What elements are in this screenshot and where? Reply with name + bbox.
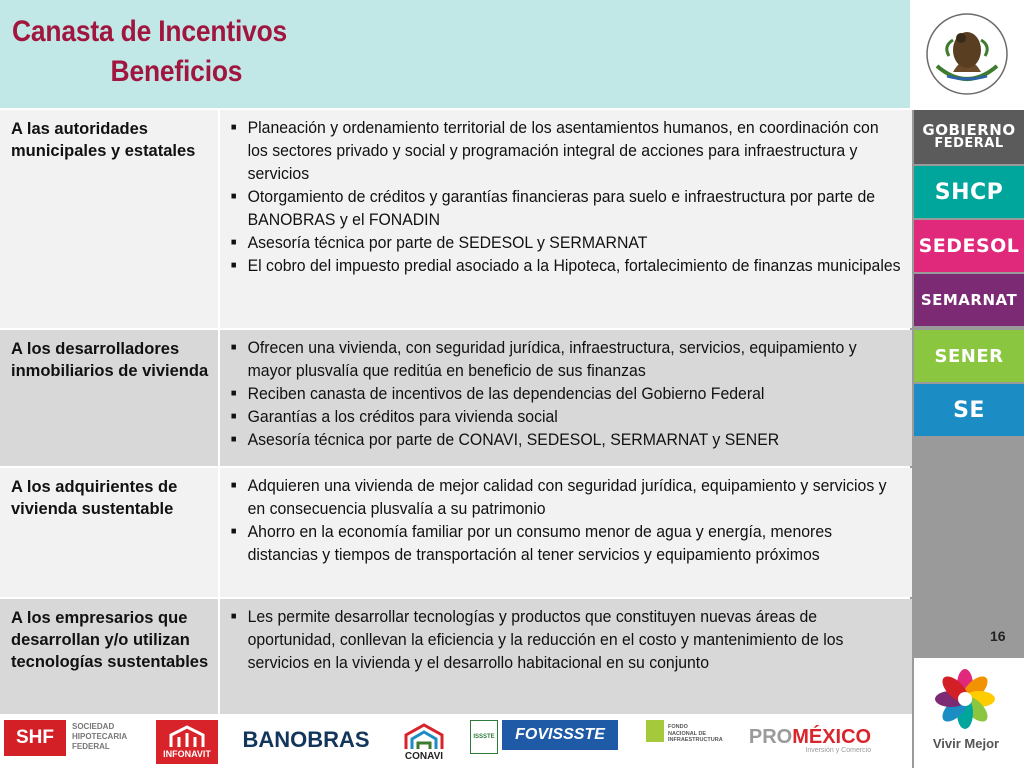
shf-text-line: FEDERAL xyxy=(72,742,110,751)
gobierno-line-1: GOBIERNO xyxy=(922,121,1016,139)
table-row xyxy=(0,468,912,597)
row-label: A los desarrolladores inmobiliarios de vivienda xyxy=(11,340,209,380)
fonadin-logo xyxy=(668,720,722,748)
promexico-pro: PRO xyxy=(748,726,793,748)
row-label: A los adquirientes de vivienda sustentable xyxy=(11,478,178,518)
benefit-list xyxy=(229,336,906,451)
row-label: A las autoridades municipales y estatales xyxy=(11,120,196,160)
shf-logo: SHF xyxy=(4,720,66,756)
promexico-mexico: MÉXICO xyxy=(792,726,872,748)
benefit-item: ■ Reciben canasta de incentivos de las dependencias del Gobierno Federal xyxy=(229,382,903,405)
infonavit-label: INFONAVIT xyxy=(163,749,211,759)
benefit-item: ■ Garantías a los créditos para vivienda social xyxy=(229,405,903,428)
title-line-1: Canasta de Incentivos xyxy=(12,15,288,48)
infonavit-house-icon xyxy=(167,725,207,749)
benefit-item: ■ Les permite desarrollar tecnologías y productos que constituyen nuevas áreas de oportunidad, conllevan la eficiencia y la reducción en el costo y mantenimiento de los servicios en la vivienda y el desarrollo habitacional en su conjunto xyxy=(229,605,903,674)
table-row xyxy=(0,599,912,714)
fonadin-icon xyxy=(646,720,664,742)
promexico-logo xyxy=(740,720,880,760)
fonadin-text-line: FONDO xyxy=(668,724,688,731)
row-label: A los empresarios que desarrollan y/o utilizan tecnologías sustentables xyxy=(11,609,209,671)
vivir-mejor-flower-icon xyxy=(932,666,998,732)
benefit-list xyxy=(229,474,906,566)
benefit-item: ■ Adquieren una vivienda de mejor calidad con seguridad jurídica, equipamiento y servicios y en consecuencia plusvalía a su patrimonio xyxy=(229,474,903,520)
mexico-seal-icon xyxy=(923,10,1011,98)
page-number: 16 xyxy=(990,628,1006,644)
slide-title xyxy=(12,12,287,92)
benefit-list xyxy=(229,116,906,277)
row-benefits xyxy=(220,110,912,328)
benefit-item: ■ Asesoría técnica por parte de CONAVI, SEDESOL, SERMARNAT y SENER xyxy=(229,428,903,451)
benefit-item: ■ El cobro del impuesto predial asociado a la Hipoteca, fortalecimiento de finanzas municipales xyxy=(229,254,903,277)
shcp-logo: SHCP xyxy=(914,166,1024,218)
promexico-subtitle: Inversión y Comercio xyxy=(805,747,872,754)
sener-logo: SENER xyxy=(914,330,1024,382)
conavi-label: CONAVI xyxy=(404,750,444,762)
semarnat-logo: SEMARNAT xyxy=(914,274,1024,326)
row-benefits xyxy=(220,468,912,597)
row-benefits xyxy=(220,330,912,466)
fovissste-logo: FOVISSSTE xyxy=(502,720,618,750)
issste-logo: ISSSTE xyxy=(470,720,498,754)
se-logo: SE xyxy=(914,384,1024,436)
benefit-item: ■ Ofrecen una vivienda, con seguridad jurídica, infraestructura, servicios, equipamiento y mayor plusvalía que reditúa en beneficio de sus finanzas xyxy=(229,336,903,382)
title-line-2: Beneficios xyxy=(110,55,243,88)
shf-text-line: SOCIEDAD xyxy=(72,722,115,731)
benefit-item: ■ Planeación y ordenamiento territorial de los asentamientos humanos, en coordinación con los sectores privado y social y programación integral de acciones para infraestructura y servicios xyxy=(229,116,903,185)
shf-text-line: HIPOTECARIA xyxy=(72,732,128,741)
conavi-logo xyxy=(396,720,452,764)
banobras-logo: BANOBRAS xyxy=(242,727,370,752)
gobierno-federal-logo xyxy=(914,110,1024,164)
table-row xyxy=(0,330,912,466)
benefit-item: ■ Otorgamiento de créditos y garantías financieras para suelo e infraestructura por parte de BANOBRAS y el FONADIN xyxy=(229,185,903,231)
infonavit-logo xyxy=(156,720,218,764)
benefit-list xyxy=(229,605,906,674)
slide-header xyxy=(0,0,910,108)
row-benefits xyxy=(220,599,912,714)
gobierno-line-2: FEDERAL xyxy=(934,136,1004,151)
benefit-item: ■ Ahorro en la economía familiar por un consumo menor de agua y energía, menores distancias y tiempos de transportación al tener servicios y equipamiento próximos xyxy=(229,520,903,566)
fonadin-text-line: INFRAESTRUCTURA xyxy=(668,737,723,744)
benefit-item: ■ Asesoría técnica por parte de SEDESOL y SERMARNAT xyxy=(229,231,903,254)
sedesol-logo: SEDESOL xyxy=(914,220,1024,272)
vivir-mejor-label: Vivir Mejor xyxy=(932,736,1000,751)
fonadin-text-line: NACIONAL DE xyxy=(668,730,707,737)
table-row xyxy=(0,110,912,328)
shf-logo-text xyxy=(72,722,127,752)
conavi-house-icon xyxy=(402,723,446,751)
